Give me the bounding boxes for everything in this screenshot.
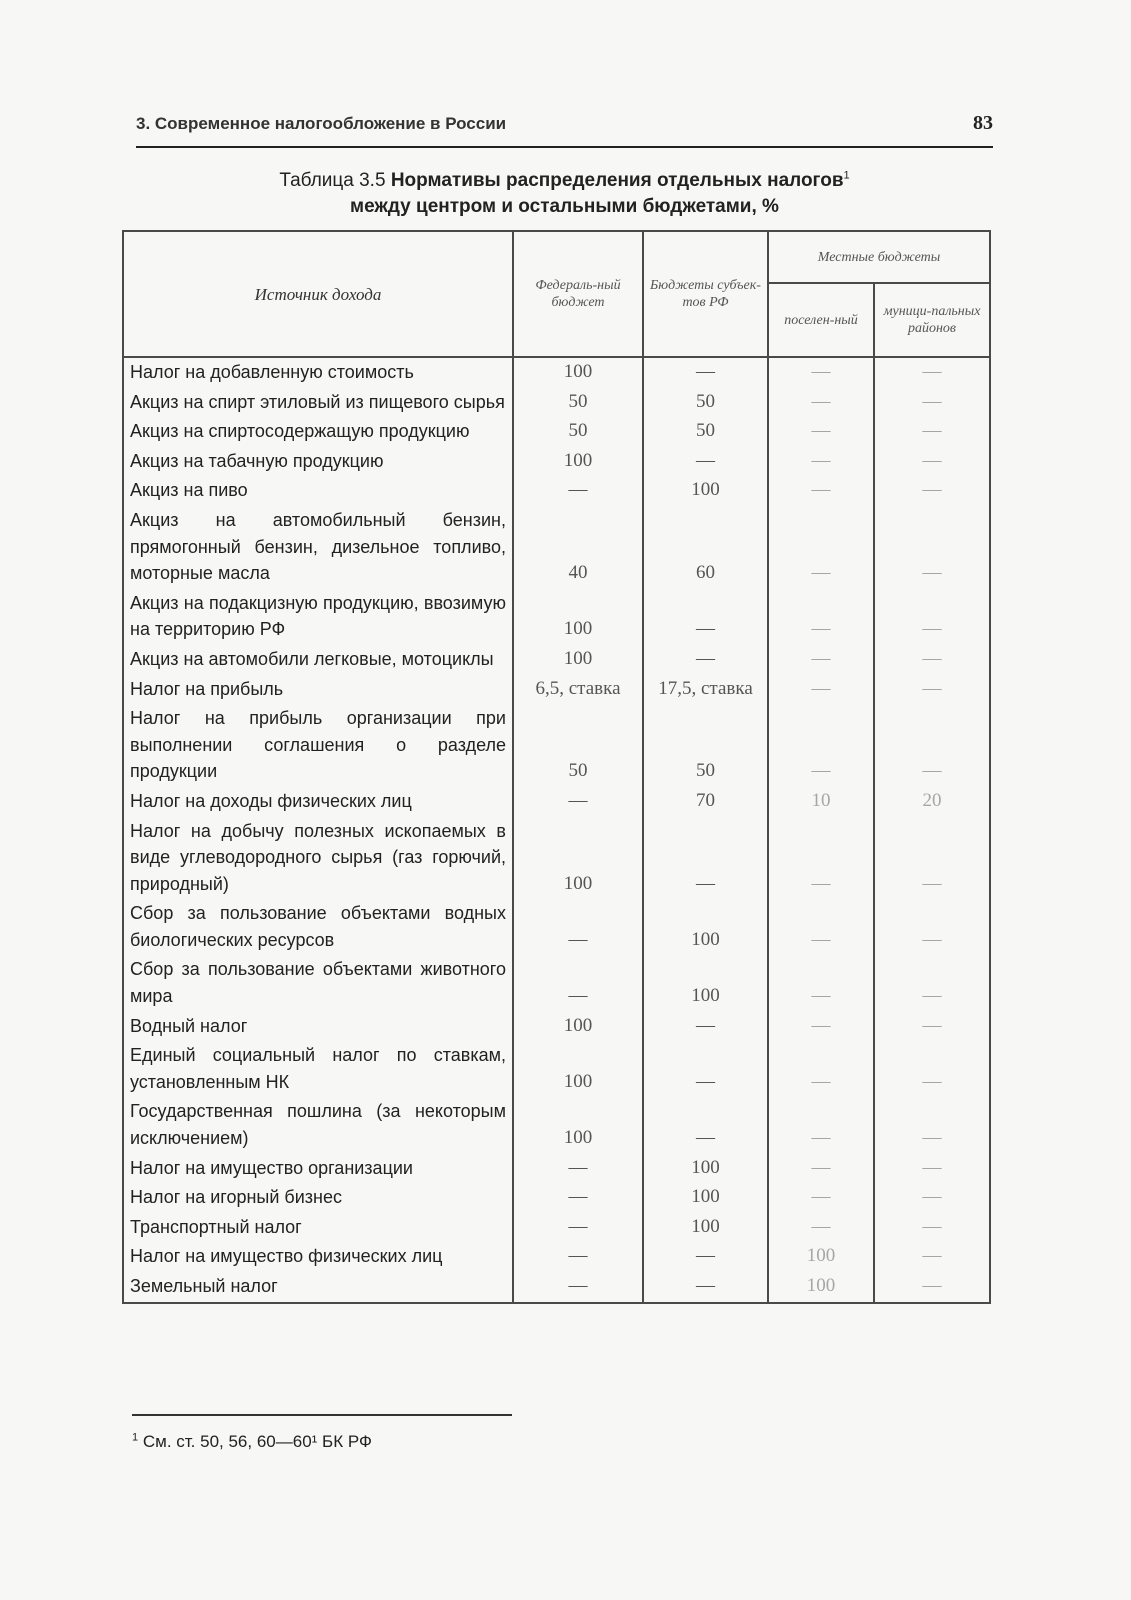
table-row bbox=[123, 476, 990, 506]
footnote bbox=[132, 1432, 372, 1452]
cell-regional: — bbox=[643, 589, 768, 645]
cell-municipal: — bbox=[874, 1242, 990, 1272]
cell-regional: 100 bbox=[643, 1213, 768, 1243]
cell-source: Акциз на автомобили легковые, мотоциклы bbox=[123, 645, 513, 675]
footnote-text: См. ст. 50, 56, 60—60¹ БК РФ bbox=[142, 1432, 372, 1451]
table-row bbox=[123, 817, 990, 900]
header-federal: Федераль-ный бюджет bbox=[513, 231, 643, 357]
cell-municipal: — bbox=[874, 1012, 990, 1042]
cell-municipal: 20 bbox=[874, 787, 990, 817]
cell-source: Акциз на пиво bbox=[123, 476, 513, 506]
header-regional: Бюджеты субъек-тов РФ bbox=[643, 231, 768, 357]
cell-regional: — bbox=[643, 1012, 768, 1042]
cell-municipal: — bbox=[874, 357, 990, 388]
cell-regional: — bbox=[643, 1272, 768, 1303]
cell-federal: — bbox=[513, 1242, 643, 1272]
cell-regional: 100 bbox=[643, 955, 768, 1011]
cell-settlement: — bbox=[768, 476, 874, 506]
cell-federal: — bbox=[513, 1183, 643, 1213]
cell-source: Акциз на спиртосодержащую продукцию bbox=[123, 417, 513, 447]
cell-settlement: — bbox=[768, 675, 874, 705]
cell-regional: — bbox=[643, 645, 768, 675]
table-caption bbox=[136, 168, 993, 220]
cell-settlement: 10 bbox=[768, 787, 874, 817]
cell-regional: 100 bbox=[643, 476, 768, 506]
cell-federal: 100 bbox=[513, 645, 643, 675]
table-row bbox=[123, 1183, 990, 1213]
caption-label: Таблица 3.5 bbox=[279, 170, 386, 191]
cell-federal: 100 bbox=[513, 817, 643, 900]
table-row bbox=[123, 1242, 990, 1272]
table-row bbox=[123, 1097, 990, 1153]
footnote-rule bbox=[132, 1414, 512, 1416]
cell-settlement: — bbox=[768, 447, 874, 477]
cell-settlement: — bbox=[768, 1183, 874, 1213]
table-row bbox=[123, 675, 990, 705]
header-settlement: поселен-ный bbox=[768, 283, 874, 357]
table-row bbox=[123, 1154, 990, 1184]
cell-federal: 50 bbox=[513, 704, 643, 787]
table-row bbox=[123, 955, 990, 1011]
cell-federal: — bbox=[513, 1154, 643, 1184]
cell-source: Налог на прибыль bbox=[123, 675, 513, 705]
cell-regional: — bbox=[643, 1097, 768, 1153]
cell-settlement: — bbox=[768, 955, 874, 1011]
cell-municipal: — bbox=[874, 704, 990, 787]
table-row bbox=[123, 1041, 990, 1097]
table-row bbox=[123, 1012, 990, 1042]
cell-regional: — bbox=[643, 1041, 768, 1097]
cell-source: Водный налог bbox=[123, 1012, 513, 1042]
running-head bbox=[136, 110, 993, 148]
cell-source: Налог на прибыль организации при выполнении соглашения о разделе продукции bbox=[123, 704, 513, 787]
caption-title-line1: Нормативы распределения отдельных налогов bbox=[390, 170, 844, 191]
cell-federal: 100 bbox=[513, 589, 643, 645]
footnote-mark: 1 bbox=[132, 1431, 139, 1444]
caption-title-line2: между центром и остальными бюджетами, % bbox=[350, 196, 779, 217]
table-row bbox=[123, 447, 990, 477]
cell-federal: 50 bbox=[513, 388, 643, 418]
table-row bbox=[123, 645, 990, 675]
cell-source: Налог на добычу полезных ископаемых в виде углеводородного сырья (газ горючий, природный) bbox=[123, 817, 513, 900]
table-row bbox=[123, 899, 990, 955]
cell-federal: 100 bbox=[513, 1097, 643, 1153]
cell-settlement: — bbox=[768, 357, 874, 388]
cell-source: Акциз на автомобильный бензин, прямогонный бензин, дизельное топливо, моторные масла bbox=[123, 506, 513, 589]
cell-municipal: — bbox=[874, 1213, 990, 1243]
cell-municipal: — bbox=[874, 476, 990, 506]
cell-settlement: — bbox=[768, 817, 874, 900]
cell-source: Налог на имущество физических лиц bbox=[123, 1242, 513, 1272]
cell-municipal: — bbox=[874, 506, 990, 589]
cell-regional: 70 bbox=[643, 787, 768, 817]
cell-regional: 50 bbox=[643, 388, 768, 418]
cell-federal: — bbox=[513, 899, 643, 955]
cell-federal: 6,5, ставка bbox=[513, 675, 643, 705]
cell-federal: — bbox=[513, 1213, 643, 1243]
cell-source: Акциз на спирт этиловый из пищевого сырья bbox=[123, 388, 513, 418]
cell-regional: 50 bbox=[643, 417, 768, 447]
cell-municipal: — bbox=[874, 675, 990, 705]
table-header bbox=[123, 231, 990, 357]
cell-regional: — bbox=[643, 1242, 768, 1272]
cell-settlement: — bbox=[768, 704, 874, 787]
table-row bbox=[123, 1272, 990, 1303]
cell-source: Единый социальный налог по ставкам, установленным НК bbox=[123, 1041, 513, 1097]
cell-municipal: — bbox=[874, 447, 990, 477]
cell-regional: — bbox=[643, 447, 768, 477]
header-municipal: муници-пальных районов bbox=[874, 283, 990, 357]
cell-regional: 100 bbox=[643, 1154, 768, 1184]
cell-settlement: — bbox=[768, 506, 874, 589]
cell-municipal: — bbox=[874, 1183, 990, 1213]
cell-regional: 100 bbox=[643, 899, 768, 955]
table-row bbox=[123, 787, 990, 817]
cell-municipal: — bbox=[874, 899, 990, 955]
table-row bbox=[123, 417, 990, 447]
cell-municipal: — bbox=[874, 645, 990, 675]
cell-municipal: — bbox=[874, 817, 990, 900]
cell-source: Налог на добавленную стоимость bbox=[123, 357, 513, 388]
cell-settlement: — bbox=[768, 1041, 874, 1097]
cell-settlement: — bbox=[768, 1213, 874, 1243]
cell-source: Акциз на табачную продукцию bbox=[123, 447, 513, 477]
cell-federal: 100 bbox=[513, 1012, 643, 1042]
cell-federal: 100 bbox=[513, 1041, 643, 1097]
table-body bbox=[123, 357, 990, 1303]
cell-federal: — bbox=[513, 1272, 643, 1303]
norms-table bbox=[122, 230, 991, 1304]
cell-settlement: 100 bbox=[768, 1242, 874, 1272]
cell-source: Транспортный налог bbox=[123, 1213, 513, 1243]
cell-municipal: — bbox=[874, 1041, 990, 1097]
cell-source: Сбор за пользование объектами водных биологических ресурсов bbox=[123, 899, 513, 955]
cell-regional: 60 bbox=[643, 506, 768, 589]
cell-source: Земельный налог bbox=[123, 1272, 513, 1303]
cell-federal: — bbox=[513, 955, 643, 1011]
cell-settlement: — bbox=[768, 899, 874, 955]
cell-municipal: — bbox=[874, 388, 990, 418]
table-row bbox=[123, 506, 990, 589]
cell-federal: 40 bbox=[513, 506, 643, 589]
table-row bbox=[123, 704, 990, 787]
cell-settlement: — bbox=[768, 1154, 874, 1184]
table-row bbox=[123, 388, 990, 418]
table-row bbox=[123, 589, 990, 645]
cell-municipal: — bbox=[874, 1154, 990, 1184]
cell-source: Налог на имущество организации bbox=[123, 1154, 513, 1184]
caption-footnote-mark: 1 bbox=[843, 169, 850, 182]
cell-source: Государственная пошлина (за некоторым исключением) bbox=[123, 1097, 513, 1153]
cell-federal: 50 bbox=[513, 417, 643, 447]
cell-regional: 100 bbox=[643, 1183, 768, 1213]
page-number: 83 bbox=[973, 112, 993, 134]
table-row bbox=[123, 1213, 990, 1243]
cell-settlement: — bbox=[768, 1097, 874, 1153]
running-title: 3. Современное налогообложение в России bbox=[136, 114, 507, 133]
cell-settlement: — bbox=[768, 417, 874, 447]
cell-municipal: — bbox=[874, 955, 990, 1011]
cell-regional: — bbox=[643, 817, 768, 900]
cell-federal: — bbox=[513, 476, 643, 506]
cell-source: Сбор за пользование объектами животного мира bbox=[123, 955, 513, 1011]
cell-regional: 17,5, ставка bbox=[643, 675, 768, 705]
cell-regional: 50 bbox=[643, 704, 768, 787]
cell-municipal: — bbox=[874, 589, 990, 645]
cell-settlement: — bbox=[768, 1012, 874, 1042]
cell-settlement: — bbox=[768, 589, 874, 645]
cell-regional: — bbox=[643, 357, 768, 388]
cell-source: Налог на доходы физических лиц bbox=[123, 787, 513, 817]
cell-federal: 100 bbox=[513, 447, 643, 477]
cell-settlement: — bbox=[768, 388, 874, 418]
header-local-group: Местные бюджеты bbox=[768, 231, 990, 283]
cell-municipal: — bbox=[874, 417, 990, 447]
cell-source: Налог на игорный бизнес bbox=[123, 1183, 513, 1213]
header-source: Источник дохода bbox=[123, 231, 513, 357]
cell-settlement: — bbox=[768, 645, 874, 675]
cell-municipal: — bbox=[874, 1272, 990, 1303]
cell-federal: 100 bbox=[513, 357, 643, 388]
cell-federal: — bbox=[513, 787, 643, 817]
cell-settlement: 100 bbox=[768, 1272, 874, 1303]
table-row bbox=[123, 357, 990, 388]
cell-source: Акциз на подакцизную продукцию, ввозимую на территорию РФ bbox=[123, 589, 513, 645]
cell-municipal: — bbox=[874, 1097, 990, 1153]
